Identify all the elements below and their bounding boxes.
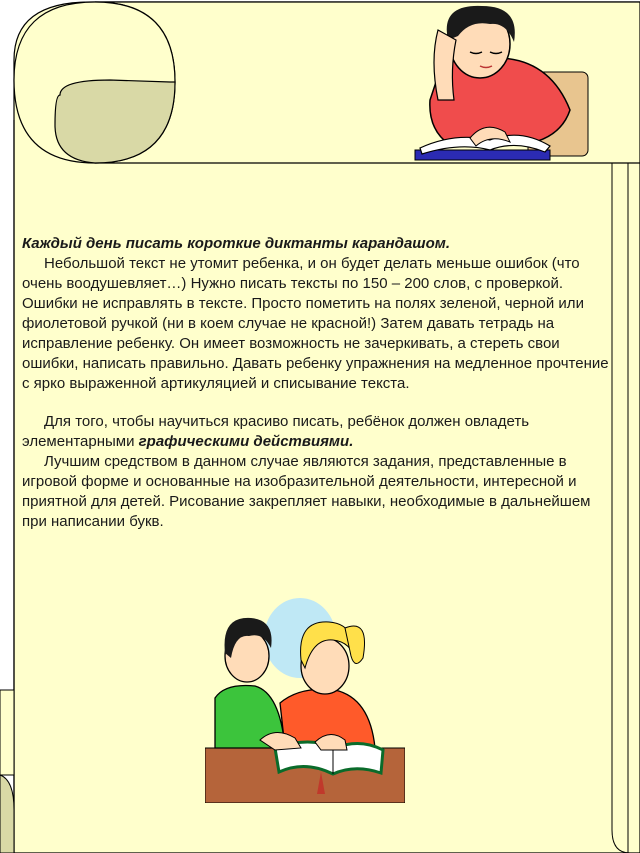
heading: Каждый день писать короткие диктанты карандашом. — [22, 235, 451, 252]
paragraph-graphic-actions-text: Для того, чтобы научиться красиво писать, ребёнок должен овладеть элементарными — [22, 413, 530, 450]
paragraph-drawing: Лучшим средством в данном случае являются задания, представленные в игровой форме и основанные на изобразительной деятельности, интересной и приятной для детей. Рисование закрепляет навыки, необходимые в дальнейшем при написании букв. — [22, 453, 591, 530]
paragraph-graphic-actions — [22, 412, 612, 452]
scroll-bottom-curl — [0, 690, 14, 775]
article-text — [22, 234, 612, 532]
graphic-actions-emphasis: графическими действиями. — [138, 433, 354, 450]
boy-reading-illustration — [410, 0, 590, 162]
paragraph-dictation: Небольшой текст не утомит ребенка, и он будет делать меньше ошибок (что очень воодушевляет…) Нужно писать тексты по 150 – 200 слов, с проверкой. Ошибки не исправлять в тексте. Просто пометить на полях зеленой, черной или фиолетовой ручкой (ни в коем случае не красной!) Затем давать тетрадь на исправление ребенку. Он имеет возможность не зачеркивать, а стереть свои ошибки, написать правильно. Давать ребенку упражнения на медленное прочтение с ярко выраженной артикуляцией и списывание текста. — [22, 255, 609, 392]
children-reading-illustration — [205, 598, 405, 803]
